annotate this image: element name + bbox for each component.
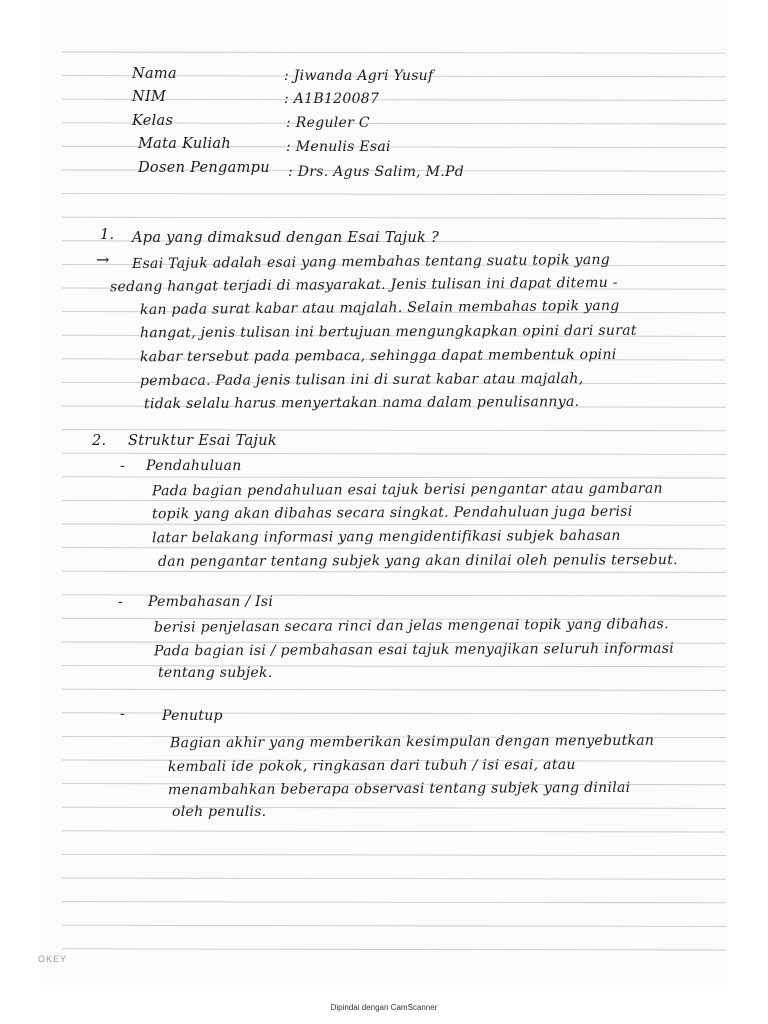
label-nama: Nama: [132, 66, 177, 82]
q1-line: pembaca. Pada jenis tulisan ini di surat kabar atau majalah,: [139, 370, 584, 390]
section-line: oleh penulis.: [172, 804, 267, 820]
q1-line: sedang hangat terjadi di masyarakat. Jenis tulisan ini dapat ditemu -: [109, 274, 618, 296]
ruled-line: [62, 524, 726, 525]
scanner-watermark: Dipindai dengan CamScanner: [330, 1003, 438, 1012]
q2-title: Struktur Esai Tajuk: [128, 433, 277, 449]
section-heading-penutup: Penutup: [162, 708, 223, 724]
value-mata-kuliah: : Menulis Esai: [286, 139, 391, 155]
value-nama: : Jiwanda Agri Yusuf: [284, 68, 434, 84]
ruled-line: [62, 217, 726, 218]
ruled-line: [62, 500, 726, 501]
ruled-line: [62, 831, 726, 832]
ruled-line: [62, 854, 726, 855]
label-dosen: Dosen Pengampu: [138, 160, 270, 176]
ruled-line: [62, 878, 726, 879]
section-line: menambahkan beberapa observasi tentang subjek yang dinilai: [167, 779, 631, 799]
q1-line: hangat, jenis tulisan ini bertujuan mengungkapkan opini dari surat: [139, 322, 637, 342]
section-line: tentang subjek.: [158, 665, 273, 681]
ruled-line: [62, 689, 726, 690]
value-nim: : A1B120087: [284, 91, 380, 107]
value-kelas: : Reguler C: [286, 115, 370, 131]
q1-line: kabar tersebut pada pembaca, sehingga dapat membentuk opini: [139, 346, 617, 366]
ruled-line: [62, 548, 726, 549]
ruled-line: [62, 949, 726, 950]
section-line: berisi penjelasan secara rinci dan jelas mengenai topik yang dibahas.: [153, 616, 669, 636]
section-line: dan pengantar tentang subjek yang akan dinilai oleh penulis tersebut.: [157, 552, 678, 570]
ruled-line: [62, 807, 726, 808]
section-dash: -: [118, 594, 124, 610]
section-heading-pendahuluan: Pendahuluan: [146, 458, 242, 474]
value-dosen: : Drs. Agus Salim, M.Pd: [288, 164, 465, 180]
section-dash: -: [120, 458, 126, 474]
q1-number: 1.: [100, 227, 115, 243]
q1-line: tidak selalu harus menyertakan nama dalam penulisannya.: [143, 393, 580, 413]
section-line: Pada bagian pendahuluan esai tajuk berisi pengantar atau gambaran: [151, 480, 663, 500]
notebook-page: [40, 0, 728, 985]
section-line: Bagian akhir yang memberikan kesimpulan dengan menyebutkan: [169, 732, 655, 752]
label-kelas: Kelas: [132, 113, 174, 129]
q1-line: kan pada surat kabar atau majalah. Selain membahas topik yang: [139, 297, 620, 319]
section-dash: -: [120, 706, 126, 722]
q2-number: 2.: [92, 433, 107, 449]
ruled-line: [62, 571, 726, 572]
ruled-line: [62, 453, 726, 454]
ruled-line: [62, 477, 726, 478]
label-nim: NIM: [132, 89, 167, 105]
ruled-line: [62, 902, 726, 903]
section-line: Pada bagian isi / pembahasan esai tajuk menyajikan seluruh informasi: [153, 640, 675, 660]
section-heading-pembahasan: Pembahasan / Isi: [148, 594, 274, 610]
footer-mark: OKEY: [38, 954, 68, 964]
section-line: topik yang akan dibahas secara singkat. Pendahuluan juga berisi: [151, 503, 633, 523]
section-line: kembali ide pokok, ringkasan dari tubuh / isi esai, atau: [167, 756, 576, 776]
ruled-line: [62, 430, 726, 431]
q1-arrow: →: [96, 250, 110, 269]
ruled-line: [62, 194, 726, 195]
section-line: latar belakang informasi yang mengidentifikasi subjek bahasan: [151, 527, 621, 547]
q1-line: Esai Tajuk adalah esai yang membahas tentang suatu topik yang: [131, 251, 611, 273]
label-mata-kuliah: Mata Kuliah: [138, 136, 231, 152]
ruled-line: [62, 52, 726, 53]
q1-question: Apa yang dimaksud dengan Esai Tajuk ?: [132, 230, 440, 246]
ruled-line: [62, 925, 726, 926]
